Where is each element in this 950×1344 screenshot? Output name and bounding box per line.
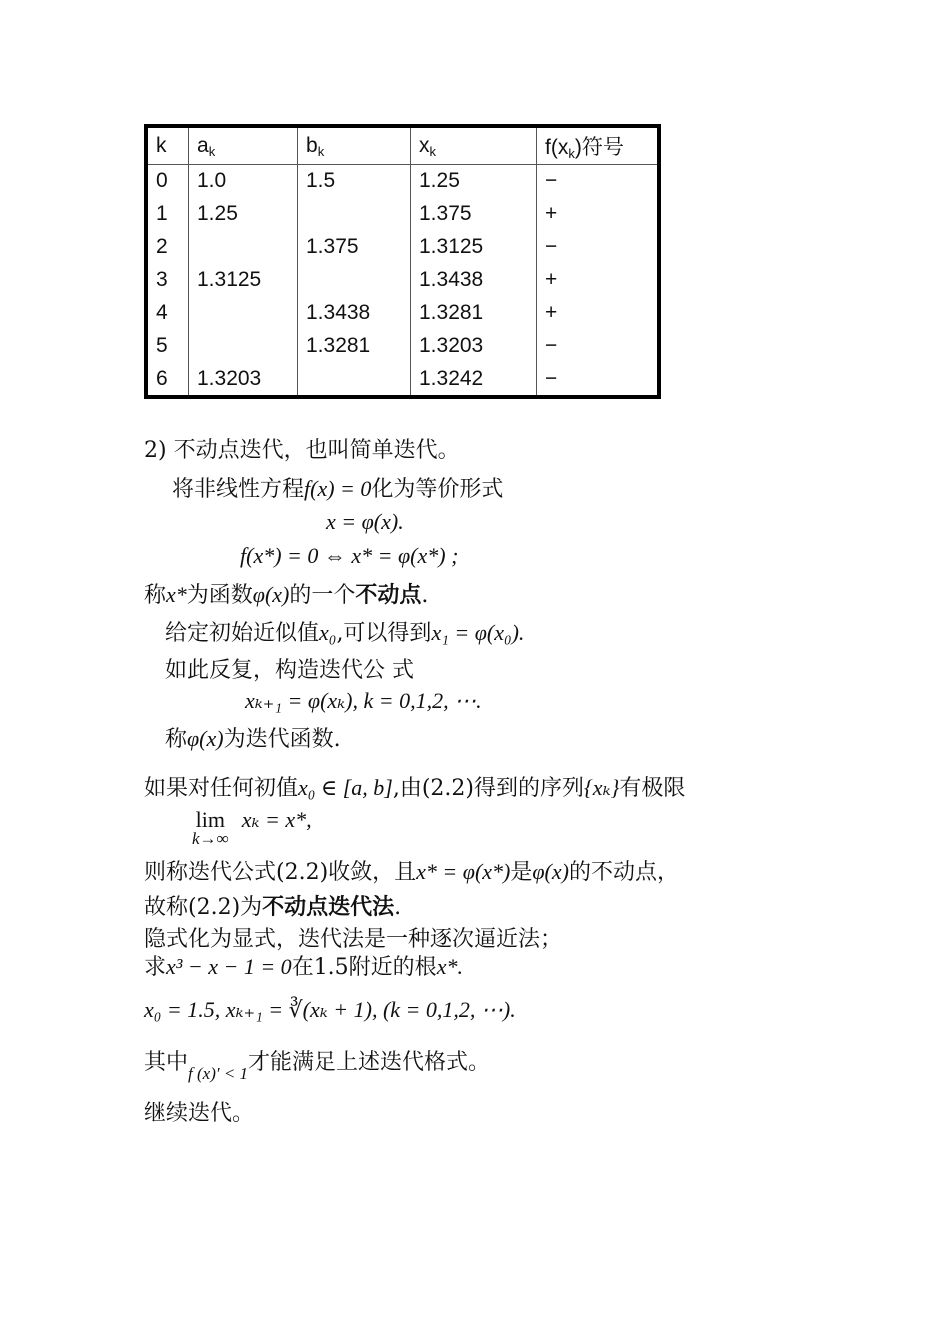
line-converge (144, 855, 679, 886)
term-fixed-point: 不动点 (355, 583, 422, 608)
cell-b (298, 264, 411, 297)
math-sequence: {xₖ} (584, 775, 620, 800)
line-fp-c: 的一个 (289, 583, 356, 608)
cell-k: 2 (148, 231, 189, 264)
table-row (148, 165, 657, 198)
cell-a (189, 296, 298, 329)
header-a (189, 128, 298, 165)
header-sign-text2: )符号 (574, 136, 624, 159)
cell-a: 1.0 (189, 165, 298, 198)
cell-k: 3 (148, 264, 189, 297)
line-cc-b: ,由(2.2)得到的序列 (392, 776, 584, 801)
line-mn-a: 故称(2.2)为 (144, 895, 263, 920)
line-example (144, 950, 463, 981)
equation-equivalence: f(x*) = 0 ⇔ x* = φ(x*) ; (240, 543, 459, 568)
header-sign-sub: k (568, 146, 575, 161)
cell-x: 1.3203 (411, 329, 537, 362)
header-a-text: a (197, 133, 209, 157)
table-row (148, 264, 657, 297)
section-heading: 2) 不动点迭代，也叫简单迭代。 (144, 438, 460, 463)
cell-x: 1.3242 (411, 362, 537, 395)
line-cc-a: 如果对任何初值 (144, 776, 299, 801)
equation-x-phi: x = φ(x). (326, 509, 404, 534)
math-phi2: φ(x) (187, 726, 224, 751)
cell-k: 5 (148, 329, 189, 362)
line-if-a: 称 (165, 727, 188, 752)
line-iv-b: ,可以得到 (336, 621, 432, 646)
math-phi3: φ(x) (532, 859, 569, 884)
cell-a: 1.25 (189, 198, 298, 231)
line-mn-b: . (394, 895, 402, 920)
line-cd-a: 其中 (144, 1050, 189, 1075)
line-fixed-point-def (144, 578, 428, 609)
line-convergence-cond (144, 771, 685, 802)
term-fixed-point-iteration: 不动点迭代法 (262, 895, 395, 920)
cell-a: 1.3203 (189, 362, 298, 395)
math-derivative-cond: f (x)′ < 1 (188, 1064, 249, 1083)
header-b (298, 128, 411, 165)
line-iv-a: 给定初始近似值 (165, 621, 320, 646)
cell-b: 1.375 (298, 231, 411, 264)
cell-x: 1.3125 (411, 231, 537, 264)
header-b-text: b (306, 133, 318, 157)
math-cubic: x³ − x − 1 = 0 (166, 954, 292, 979)
line-convert-b: 化为等价形式 (371, 477, 504, 502)
cell-sign: − (545, 366, 558, 390)
cell-k: 6 (148, 362, 189, 395)
line-continue: 继续迭代。 (144, 1101, 255, 1126)
table-row (148, 198, 657, 231)
equation-iteration: xₖ₊₁ = φ(xₖ), k = 0,1,2, ⋯. (245, 688, 482, 713)
line-if-b: 为迭代函数. (223, 727, 341, 752)
table-row (148, 231, 657, 264)
cell-b (298, 198, 411, 231)
cell-sign: + (545, 267, 558, 291)
line-fp-d: . (421, 583, 429, 608)
line-repeat: 如此反复，构造迭代公 式 (165, 658, 414, 683)
lim-text: lim (195, 807, 225, 832)
table-row (148, 296, 657, 329)
header-sign (537, 128, 658, 165)
equation-cube-root: x₀ = 1.5, xₖ₊₁ = ∛(xₖ + 1), (k = 0,1,2, ⋯). (144, 997, 516, 1022)
header-x (411, 128, 537, 165)
cell-k: 4 (148, 296, 189, 329)
cell-b (298, 362, 411, 395)
math-xstar: x* (166, 582, 187, 607)
header-a-sub: k (208, 143, 216, 159)
cell-a: 1.3125 (189, 264, 298, 297)
cell-sign: − (545, 235, 558, 259)
math-xstar-phi: x* = φ(x*) (416, 859, 511, 884)
line-cv-b: 是 (510, 860, 533, 885)
math-x1: x₁ = φ(x₀). (431, 620, 525, 645)
line-cv-a: 则称迭代公式(2.2)收敛，且 (144, 860, 417, 885)
cell-x: 1.3281 (411, 296, 537, 329)
lim-expr: xₖ = x*, (241, 807, 312, 832)
cell-a (189, 329, 298, 362)
math-x0-interval: x₀ ∈ [a, b] (298, 775, 393, 800)
header-sign-text: f(x (545, 136, 569, 159)
cell-b: 1.3281 (298, 329, 411, 362)
line-cc-c: 有极限 (619, 776, 686, 801)
line-implicit: 隐式化为显式，迭代法是一种逐次逼近法； (144, 927, 563, 952)
line-ex-b: 在1.5附近的根 (291, 955, 437, 980)
table (148, 128, 657, 395)
line-cd-b: 才能满足上述迭代格式。 (248, 1050, 491, 1075)
cell-x: 1.375 (411, 198, 537, 231)
line-convert-a: 将非线性方程 (172, 477, 305, 502)
cell-b: 1.5 (298, 165, 411, 198)
line-initial-value (165, 616, 524, 647)
cell-sign: + (545, 300, 558, 324)
cell-sign: − (545, 333, 558, 357)
math-phi: φ(x) (252, 582, 290, 607)
line-cv-c: 的不动点， (568, 860, 679, 885)
header-x-sub: k (429, 143, 436, 159)
line-iteration-function (165, 722, 341, 753)
line-method-name (144, 890, 401, 921)
cell-a (189, 231, 298, 264)
line-fp-a: 称 (144, 583, 167, 608)
table-row (148, 329, 657, 362)
math-x0: x₀ (319, 620, 337, 645)
limit-operator (192, 807, 229, 849)
line-fp-b: 为函数 (186, 583, 253, 608)
math-root: x*. (436, 954, 463, 979)
cell-b: 1.3438 (298, 296, 411, 329)
line-ex-a: 求 (144, 955, 167, 980)
cell-k: 1 (148, 198, 189, 231)
table-row (148, 362, 657, 395)
header-k: k (148, 128, 189, 165)
header-b-sub: k (317, 143, 325, 159)
lim-sub: k→∞ (192, 829, 229, 848)
line-condition (144, 1045, 490, 1084)
equation-limit (192, 807, 312, 849)
cell-x: 1.3438 (411, 264, 537, 297)
cell-sign: − (545, 169, 558, 193)
cell-k: 0 (148, 165, 189, 198)
cell-x: 1.25 (411, 165, 537, 198)
header-x-text: x (419, 133, 430, 157)
equation-fx: f(x) = 0 (304, 476, 372, 501)
line-convert (172, 472, 503, 503)
bisection-table (144, 124, 661, 399)
table-header-row (148, 128, 657, 165)
cell-sign: + (545, 202, 558, 226)
